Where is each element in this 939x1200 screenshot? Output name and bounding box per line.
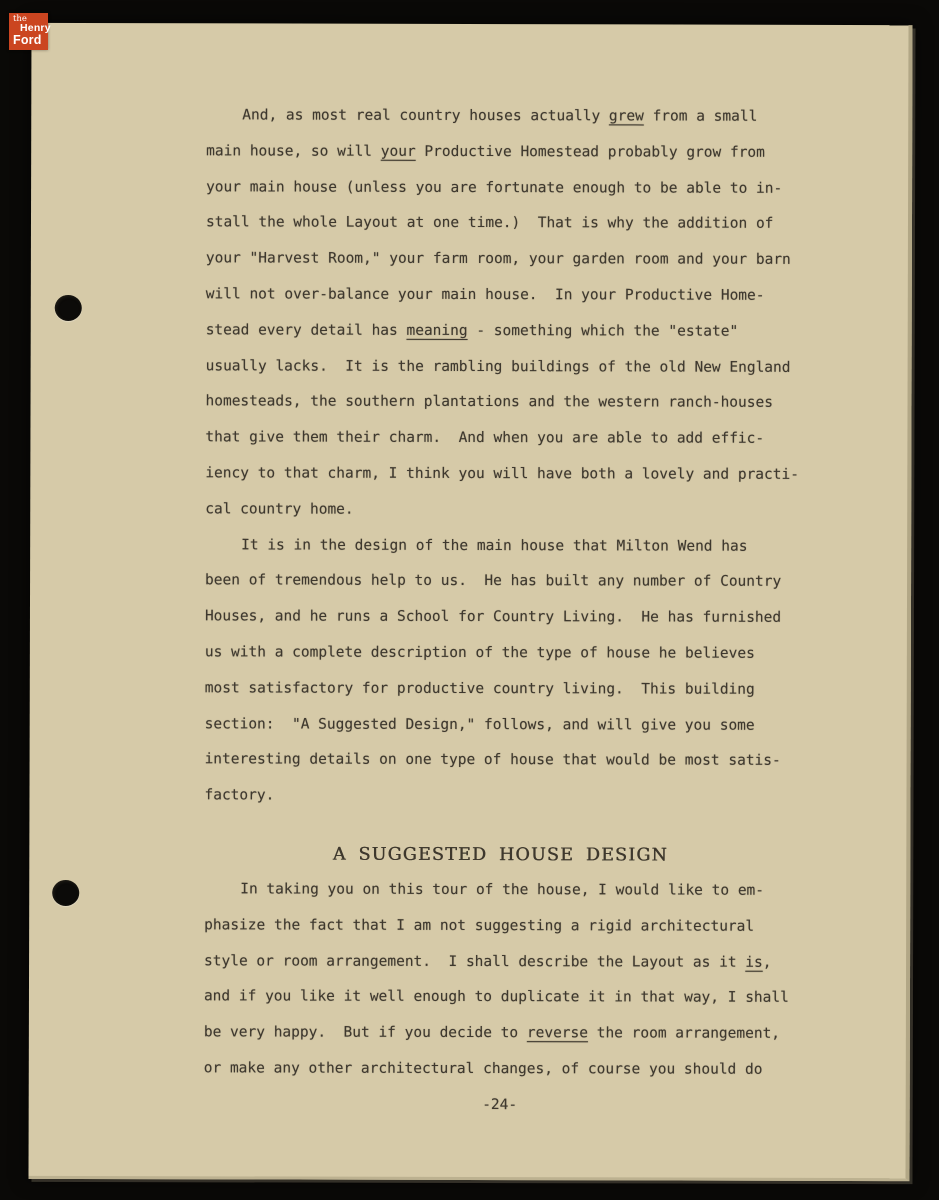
- hole-punch-top: [55, 295, 82, 321]
- typed-line: us with a complete description of the type of house he believes: [204, 644, 755, 662]
- logo-word-ford: Ford: [13, 33, 42, 47]
- typed-line: cal country home.: [205, 501, 354, 518]
- typed-line: stall the whole Layout at one time.) That is why the addition of: [205, 214, 774, 233]
- section-heading: A SUGGESTED HOUSE DESIGN: [332, 844, 668, 866]
- typed-line: iency to that charm, I think you will have both a lovely and practi-: [205, 465, 799, 483]
- typed-line: been of tremendous help to us. He has built any number of Country: [205, 572, 782, 591]
- typed-line: and if you like it well enough to duplicate it in that way, I shall: [203, 988, 789, 1007]
- typed-line: your "Harvest Room," your farm room, your garden room and your barn: [205, 250, 791, 269]
- logo-word-the: the: [13, 14, 27, 24]
- typed-line: style or room arrangement. I shall describe the Layout as it is,: [204, 952, 772, 971]
- typed-line: phasize the fact that I am not suggesting a rigid architectural: [204, 917, 755, 935]
- hole-punch-bottom: [52, 880, 79, 906]
- typed-line: be very happy. But if you decide to reverse the room arrangement,: [203, 1024, 781, 1042]
- body-paragraphs-after-heading: [204, 872, 797, 1088]
- typed-line: that give them their charm. And when you are able to add effic-: [205, 429, 765, 447]
- typed-line: homesteads, the southern plantations and the western ranch-houses: [205, 393, 773, 412]
- typed-line: section: "A Suggested Design," follows, and will give you some: [204, 715, 755, 734]
- typed-line: It is in the design of the main house that Milton Wend has: [241, 536, 748, 555]
- document-page: [28, 23, 912, 1181]
- typed-line: interesting details on one type of house that would be most satis-: [204, 751, 781, 770]
- typed-line: stead every detail has meaning - something which the "estate": [205, 322, 739, 340]
- typed-line: Houses, and he runs a School for Country Living. He has furnished: [204, 608, 782, 626]
- typed-line: main house, so will your Productive Homestead probably grow from: [206, 143, 765, 161]
- typed-line: factory.: [204, 787, 275, 804]
- typed-line: or make any other architectural changes, of course you should do: [203, 1060, 763, 1078]
- typed-line: And, as most real country houses actually grew from a small: [242, 107, 758, 125]
- typed-line: In taking you on this tour of the house, I would like to em-: [240, 881, 765, 899]
- logo-word-henry: Henry: [20, 22, 51, 34]
- typed-line: your main house (unless you are fortunate enough to be able to in-: [206, 178, 783, 197]
- typed-line: most satisfactory for productive country living. This building: [204, 680, 755, 698]
- typed-line: usually lacks. It is the rambling buildings of the old New England: [205, 357, 791, 376]
- body-paragraphs: [204, 98, 798, 815]
- page-number: -24-: [482, 1096, 518, 1113]
- typed-text-column: [204, 98, 799, 1124]
- henry-ford-logo: [9, 13, 51, 50]
- typed-line: will not over-balance your main house. In your Productive Home-: [205, 286, 765, 304]
